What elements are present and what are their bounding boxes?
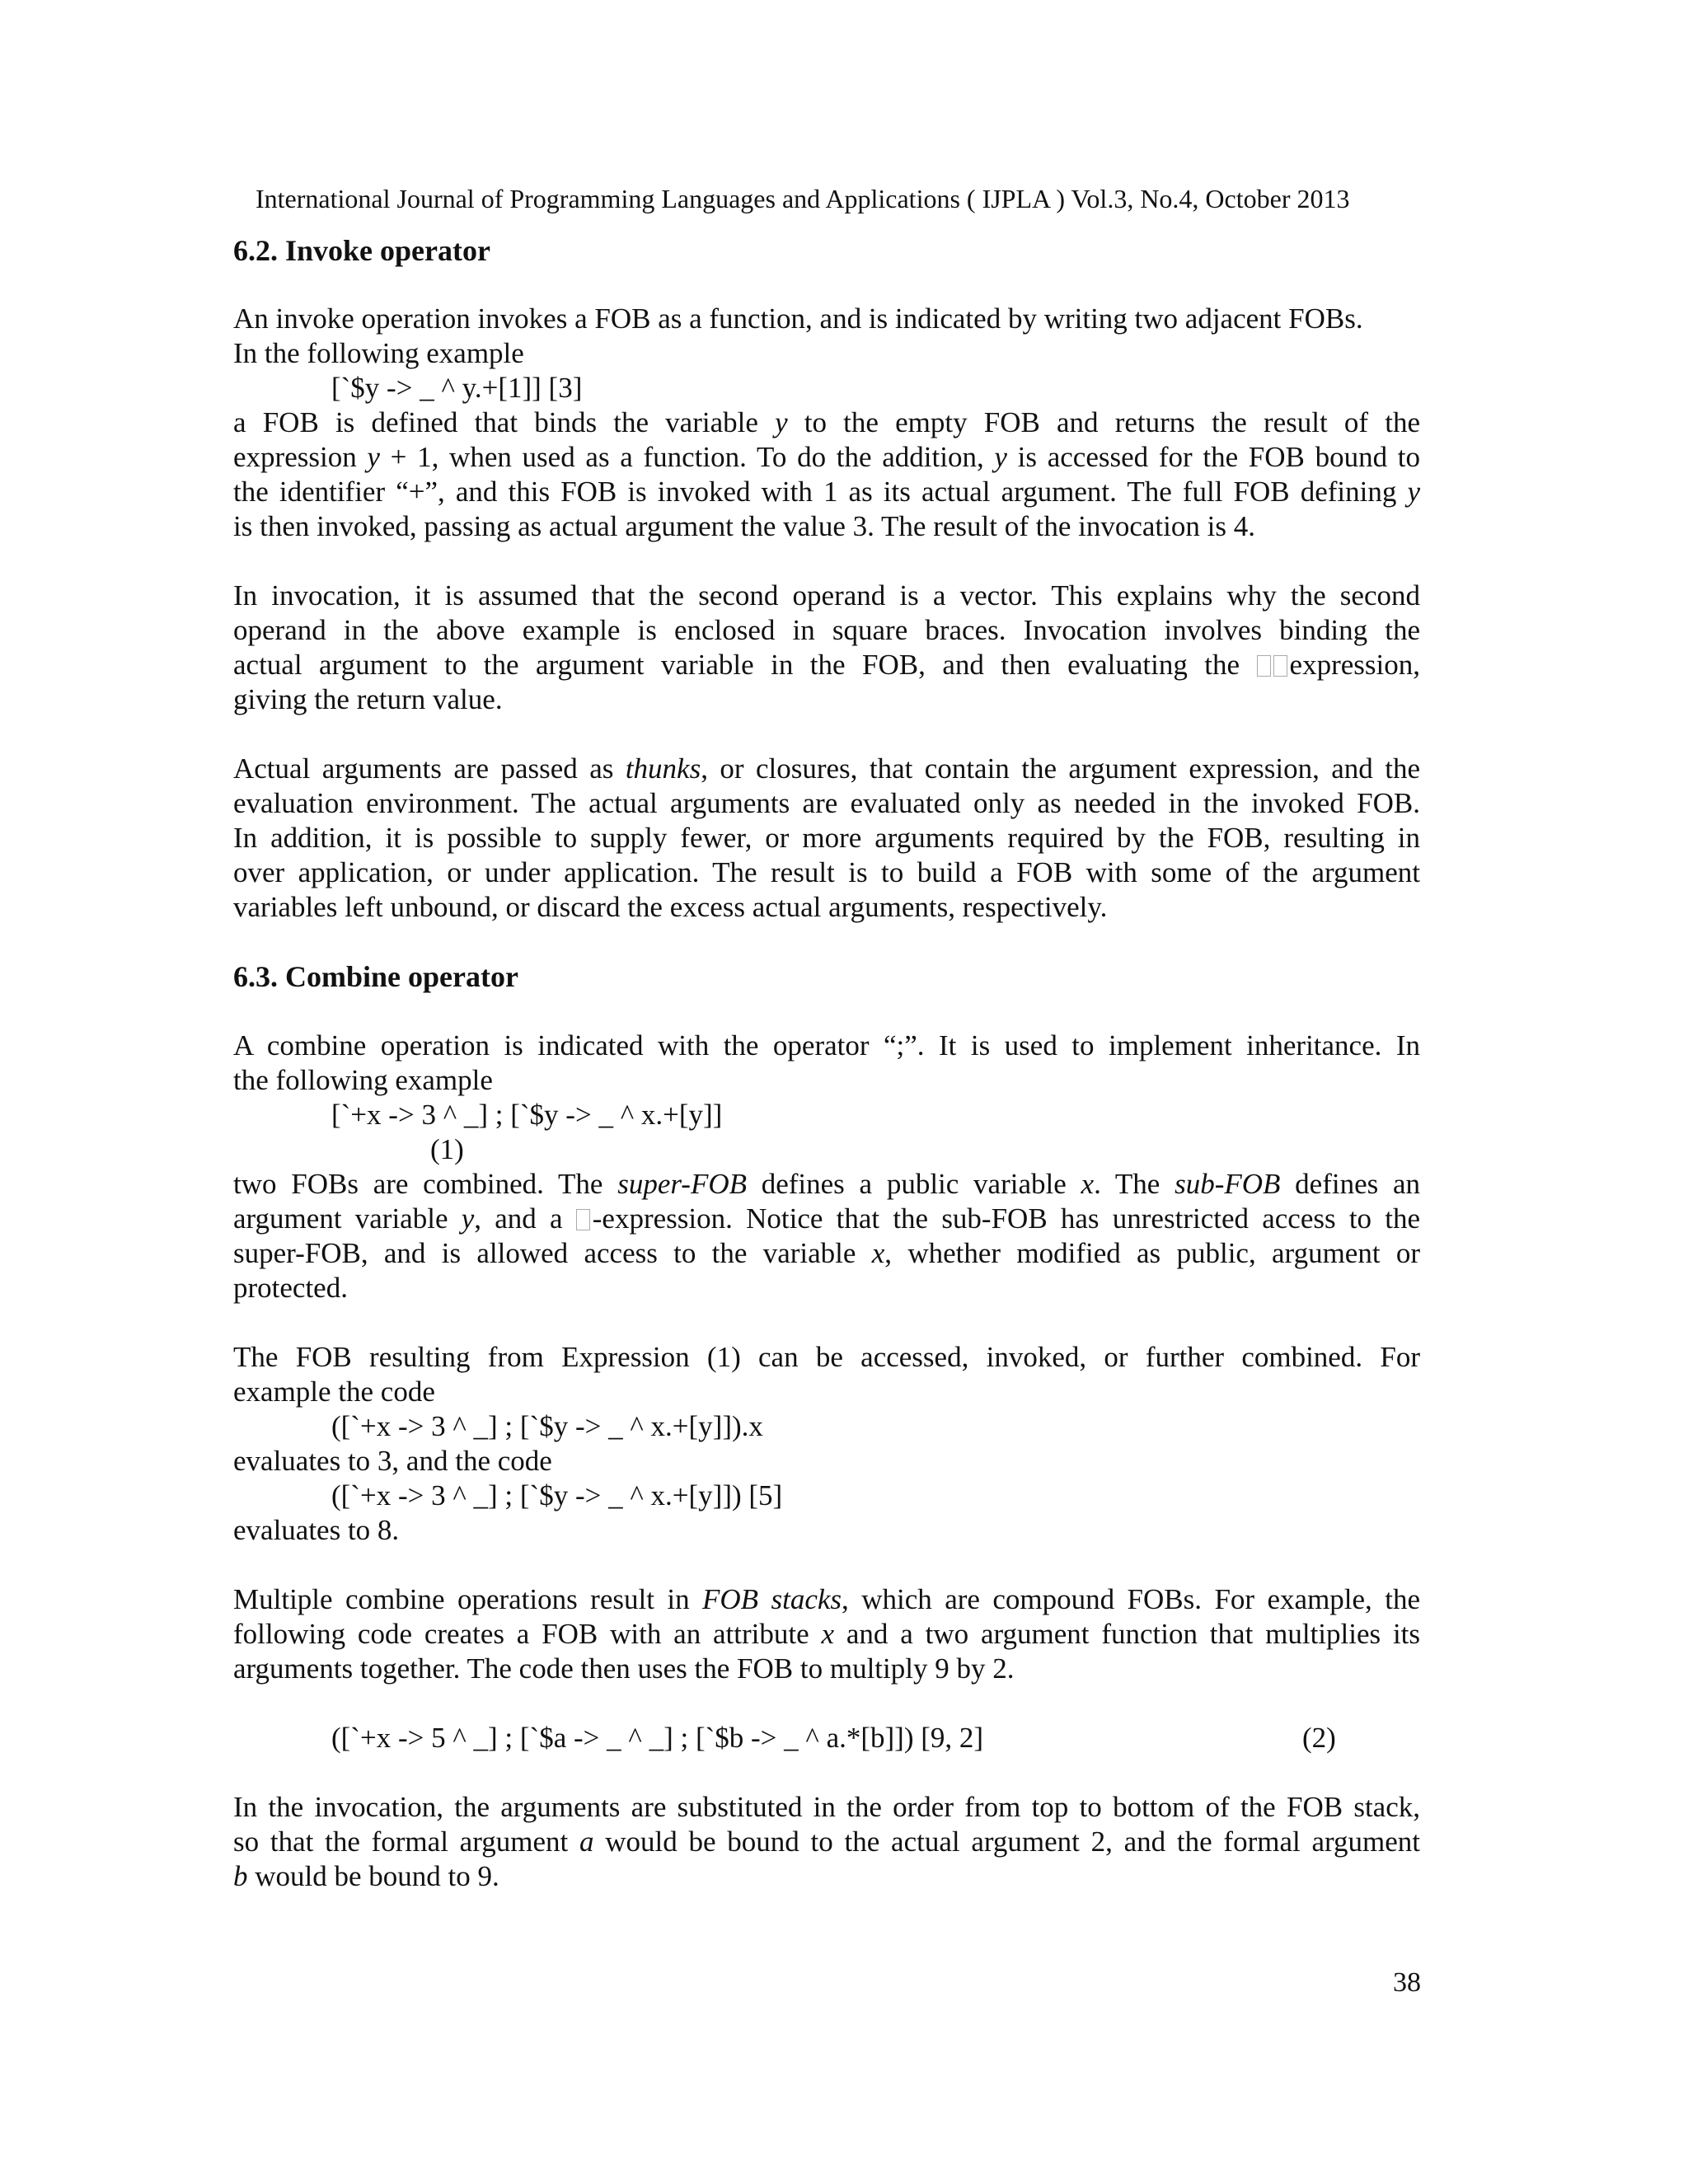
text-line: evaluation environment. The actual arguments are evaluated only as needed in the invoked FOB. (233, 787, 1420, 819)
paragraph-combine-access (233, 1340, 1420, 1409)
section-heading-6-2: 6.2. Invoke operator (233, 234, 490, 267)
code-example-combine: [`+x -> 3 ^ _] ; [`$y -> _ ^ x.+[y]] (331, 1099, 723, 1131)
equation-number-2: (2) (1302, 1722, 1336, 1754)
paragraph-fob-stacks (233, 1582, 1420, 1686)
text-line: An invoke operation invokes a FOB as a function, and is indicated by writing two adjacent FOBs. (233, 302, 1363, 335)
text-line: Actual arguments are passed as thunks, or closures, that contain the argument expression, and the (233, 752, 1420, 785)
text-line: example the code (233, 1376, 435, 1408)
paragraph-combine-evaluates-8 (233, 1513, 1420, 1548)
text-line: two FOBs are combined. The super-FOB defines a public variable x. The sub-FOB defines an (233, 1168, 1421, 1200)
text-line: In addition, it is possible to supply fewer, or more arguments required by the FOB, resulting in (233, 822, 1420, 854)
paragraph-substitution-order (233, 1790, 1420, 1894)
text-line: the following example (233, 1064, 493, 1096)
text-line: evaluates to 3, and the code (233, 1445, 552, 1477)
text-line: the identifier “+”, and this FOB is invoked with 1 as its actual argument. The full FOB defining y (233, 476, 1420, 508)
text-line: In the following example (233, 337, 524, 369)
paragraph-invoke-intro (233, 302, 1420, 371)
running-header: International Journal of Programming Languages and Applications ( IJPLA ) Vol.3, No.4, October 2013 (256, 184, 1350, 213)
paragraph-combine-intro (233, 1029, 1420, 1098)
page-number: 38 (1393, 1967, 1421, 1998)
text-line: operand in the above example is enclosed in square braces. Invocation involves binding the (233, 614, 1420, 646)
equation-number-1: (1) (430, 1133, 464, 1165)
text-line: argument variable y, and a -expression. Notice that the sub-FOB has unrestricted access to the (233, 1202, 1421, 1235)
text-line: a FOB is defined that binds the variable y to the empty FOB and returns the result of the (233, 406, 1420, 438)
text-line: over application, or under application. The result is to build a FOB with some of the argument (233, 856, 1420, 888)
text-line: A combine operation is indicated with the operator “;”. It is used to implement inheritance. In (233, 1029, 1420, 1062)
text-line: following code creates a FOB with an attribute x and a two argument function that multiplies its (233, 1618, 1421, 1650)
paragraph-invoke-vector (233, 579, 1420, 717)
text-line: Multiple combine operations result in FOB stacks, which are compound FOBs. For example, the (233, 1583, 1420, 1615)
text-line: arguments together. The code then uses the FOB to multiply 9 by 2. (233, 1652, 1015, 1685)
section-heading-6-3: 6.3. Combine operator (233, 960, 518, 993)
code-example-invoke: [`$y -> _ ^ y.+[1]] [3] (331, 372, 583, 404)
text-line: variables left unbound, or discard the excess actual arguments, respectively. (233, 891, 1108, 923)
paragraph-invoke-thunks (233, 752, 1420, 925)
text-line: is then invoked, passing as actual argument the value 3. The result of the invocation is 4. (233, 510, 1255, 542)
text-line: so that the formal argument a would be bound to the actual argument 2, and the formal argument (233, 1825, 1421, 1858)
text-line: In the invocation, the arguments are substituted in the order from top to bottom of the FOB stack, (233, 1791, 1420, 1823)
text-line: The FOB resulting from Expression (1) can be accessed, invoked, or further combined. For (233, 1341, 1420, 1373)
text-line: protected. (233, 1272, 348, 1304)
paragraph-combine-evaluates-3 (233, 1444, 1420, 1479)
text-line: In invocation, it is assumed that the second operand is a vector. This explains why the second (233, 579, 1420, 612)
missing-glyph-icon (576, 1209, 590, 1230)
code-example-fob-stack: ([`+x -> 5 ^ _] ; [`$a -> _ ^ _] ; [`$b -> _ ^ a.*[b]]) [9, 2] (331, 1722, 984, 1754)
text-line: super-FOB, and is allowed access to the variable x, whether modified as public, argument or (233, 1237, 1421, 1269)
missing-glyph-icon (1257, 655, 1271, 677)
text-line: actual argument to the argument variable in the FOB, and then evaluating the expression, (233, 649, 1420, 681)
paragraph-invoke-explanation (233, 405, 1420, 544)
text-line: b would be bound to 9. (233, 1860, 499, 1892)
paragraph-combine-explanation (233, 1167, 1420, 1305)
text-line: expression y + 1, when used as a function. To do the addition, y is accessed for the FOB bound to (233, 441, 1421, 473)
text-line: evaluates to 8. (233, 1514, 400, 1546)
text-line: giving the return value. (233, 683, 503, 715)
code-example-access: ([`+x -> 3 ^ _] ; [`$y -> _ ^ x.+[y]]).x (331, 1410, 763, 1442)
missing-glyph-icon (1273, 655, 1287, 677)
code-example-invoke-combined: ([`+x -> 3 ^ _] ; [`$y -> _ ^ x.+[y]]) [5] (331, 1479, 783, 1511)
